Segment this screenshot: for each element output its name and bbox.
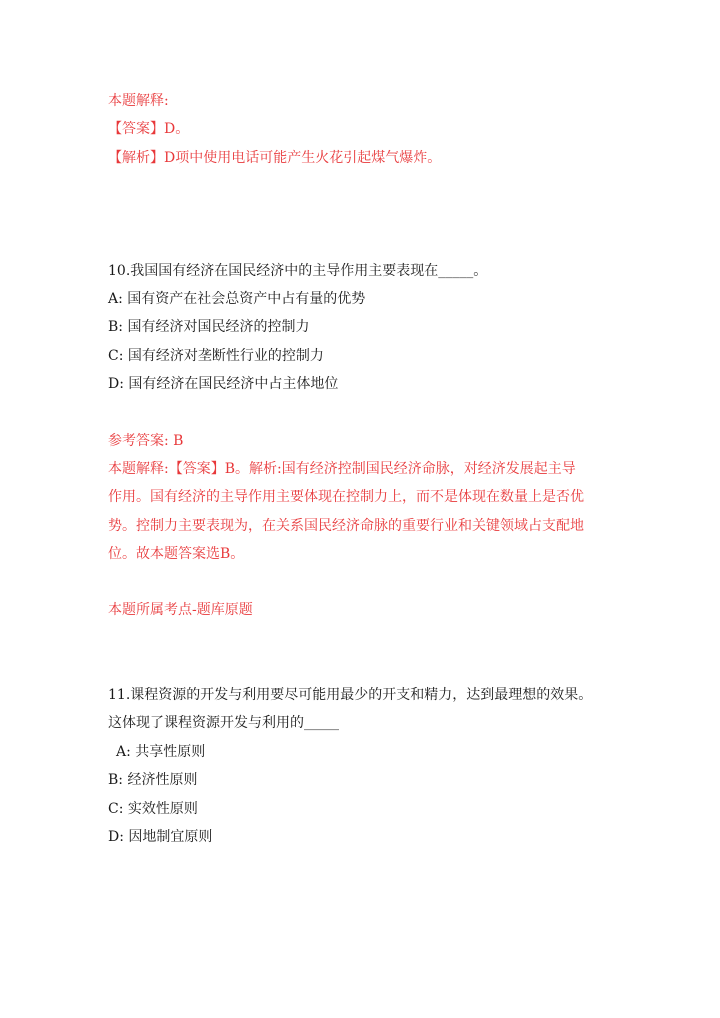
q10-explanation-line: 势。控制力主要表现为，在关系国民经济命脉的重要行业和关键领域占支配地 bbox=[108, 518, 584, 534]
q11-stem-line: 这体现了课程资源开发与利用的_____ bbox=[108, 715, 339, 731]
q10-stem: 10.我国国有经济在国民经济中的主导作用主要表现在_____。 bbox=[108, 263, 488, 279]
q11-option-b: B: 经济性原则 bbox=[108, 772, 198, 788]
prev-answer: 【答案】D。 bbox=[108, 121, 190, 137]
q11-option-a: A: 共享性原则 bbox=[116, 744, 206, 760]
q10-option-c: C: 国有经济对垄断性行业的控制力 bbox=[108, 348, 324, 364]
prev-analysis: 【解析】D项中使用电话可能产生火花引起煤气爆炸。 bbox=[108, 150, 442, 166]
q11-option-c: C: 实效性原则 bbox=[108, 801, 198, 817]
prev-explanation-heading: 本题解释: bbox=[108, 93, 169, 109]
q10-explanation-line: 本题解释:【答案】B。解析:国有经济控制国民经济命脉，对经济发展起主导 bbox=[108, 461, 576, 477]
q11-stem-line: 11.课程资源的开发与利用要尽可能用最少的开支和精力，达到最理想的效果。 bbox=[108, 687, 593, 703]
q10-option-a: A: 国有资产在社会总资产中占有量的优势 bbox=[108, 291, 366, 307]
q10-option-b: B: 国有经济对国民经济的控制力 bbox=[108, 319, 310, 335]
q10-reference-answer: 参考答案: B bbox=[108, 433, 184, 449]
q10-explanation-line: 作用。国有经济的主导作用主要体现在控制力上，而不是体现在数量上是否优 bbox=[108, 489, 584, 505]
q10-explanation-line: 位。故本题答案选B。 bbox=[108, 546, 245, 562]
q10-category: 本题所属考点-题库原题 bbox=[108, 602, 253, 618]
q11-option-d: D: 因地制宜原则 bbox=[108, 829, 213, 845]
q10-option-d: D: 国有经济在国民经济中占主体地位 bbox=[108, 376, 339, 392]
